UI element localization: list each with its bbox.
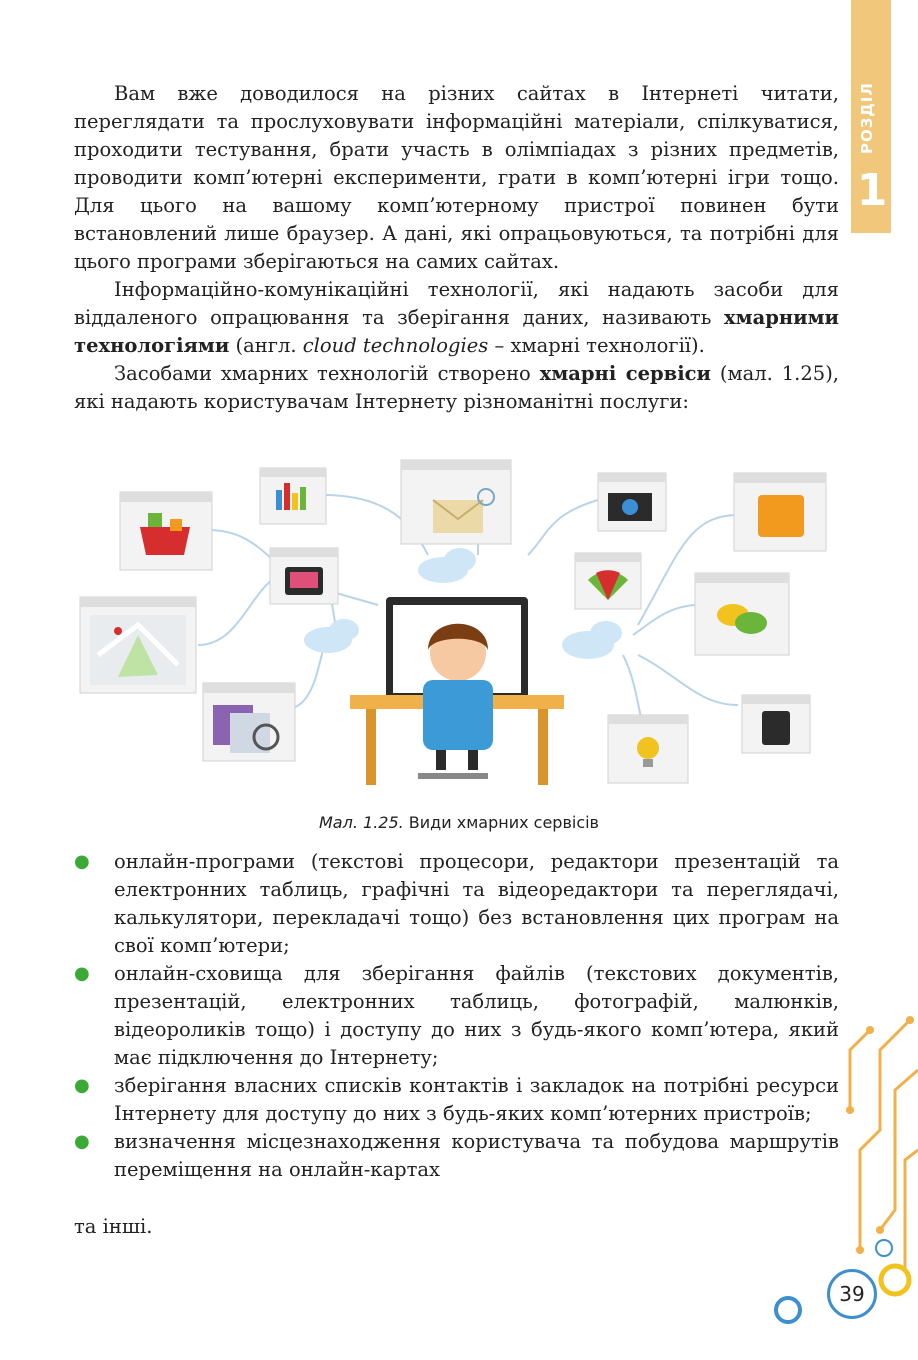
computer-desk-scene xyxy=(350,597,564,785)
window-palette xyxy=(575,553,641,609)
list-item xyxy=(74,960,839,1072)
list-item xyxy=(74,1128,839,1184)
window-tv xyxy=(270,548,338,604)
page-number: 39 xyxy=(827,1269,877,1319)
p2-text: Інформаційно-комунікаційні технології, які надають засоби для віддаленого опрацювання та зберігання даних, називають xyxy=(74,278,839,329)
services-list xyxy=(74,848,839,1184)
window-email xyxy=(401,460,511,544)
window-chat xyxy=(695,573,789,655)
window-photos xyxy=(203,683,295,761)
list-item xyxy=(74,848,839,960)
paragraph-2 xyxy=(74,276,839,360)
english-term: cloud technologies xyxy=(302,334,489,357)
window-shopping xyxy=(120,492,212,570)
bullet-icon: ● xyxy=(74,1075,90,1096)
term-cloud-technologies: хмарними технологіями xyxy=(74,306,839,357)
paragraph-3 xyxy=(74,360,839,416)
closing-text: та інші. xyxy=(74,1215,153,1238)
chapter-tab-label: РОЗДІЛ xyxy=(858,82,876,154)
p3-end: (мал. 1.25), які надають користувачам Інтернету різноманітні послуги: xyxy=(74,362,839,413)
window-folder xyxy=(734,473,826,551)
list-item-text: онлайн-програми (текстові процесори, редактори презентацій та електронних таблиць, графічні та відеоредактори та переглядачі, калькулятори, перекладачі тощо) без встановлення цих програм на свої комп’ютери; xyxy=(114,850,839,957)
bullet-icon: ● xyxy=(74,1131,90,1152)
figure-caption xyxy=(0,813,918,832)
cloud-services-illustration xyxy=(78,455,838,795)
figure-caption-text: Види хмарних сервісів xyxy=(403,813,599,832)
list-item-text: визначення місцезнаходження користувача та побудова маршрутів переміщення на онлайн-картах xyxy=(114,1130,839,1181)
body-text xyxy=(74,80,839,416)
arrow-up-icon xyxy=(876,1240,892,1256)
list-item-text: зберігання власних списків контактів і закладок на потрібні ресурси Інтернету для доступу до них з будь-яких комп’ютерних пристроїв; xyxy=(114,1074,839,1125)
p3-text: Засобами хмарних технологій створено xyxy=(114,362,540,385)
gear-icon xyxy=(881,1266,909,1294)
figure-caption-label: Мал. 1.25. xyxy=(319,813,404,832)
p2-paren: (англ. xyxy=(229,334,303,357)
list-item-text: онлайн-сховища для зберігання файлів (текстових документів, презентацій, електронних таблиць, фотографій, малюнків, відеороликів тощо) і доступу до них з будь-якого комп’ютера, який має підключення до Інтернету; xyxy=(114,962,839,1069)
window-map xyxy=(80,597,196,693)
window-calculator xyxy=(742,695,810,753)
term-cloud-services: хмарні сервіси xyxy=(539,362,711,385)
bullet-icon: ● xyxy=(74,963,90,984)
window-idea xyxy=(608,715,688,783)
bullet-icon: ● xyxy=(74,851,90,872)
window-chart xyxy=(260,468,326,524)
window-video xyxy=(598,473,666,531)
gear-icon xyxy=(776,1298,800,1322)
paragraph-1: Вам вже доводилося на різних сайтах в Інтернеті читати, переглядати та прослуховувати інформаційні матеріали, спілкуватися, проходити тестування, брати участь в олімпіадах з різних предметів, проводити комп’ютерні експерименти, грати в комп’ютерні ігри тощо. Для цього на вашому комп’ютерному пристрої повинен бути встановлений лише браузер. А дані, які опрацьовуються, та потрібні для цього програми зберігаються на самих сайтах. xyxy=(74,82,839,273)
p2-end: – хмарні технології). xyxy=(488,334,705,357)
chapter-tab-number: 1 xyxy=(856,165,888,216)
list-item xyxy=(74,1072,839,1128)
